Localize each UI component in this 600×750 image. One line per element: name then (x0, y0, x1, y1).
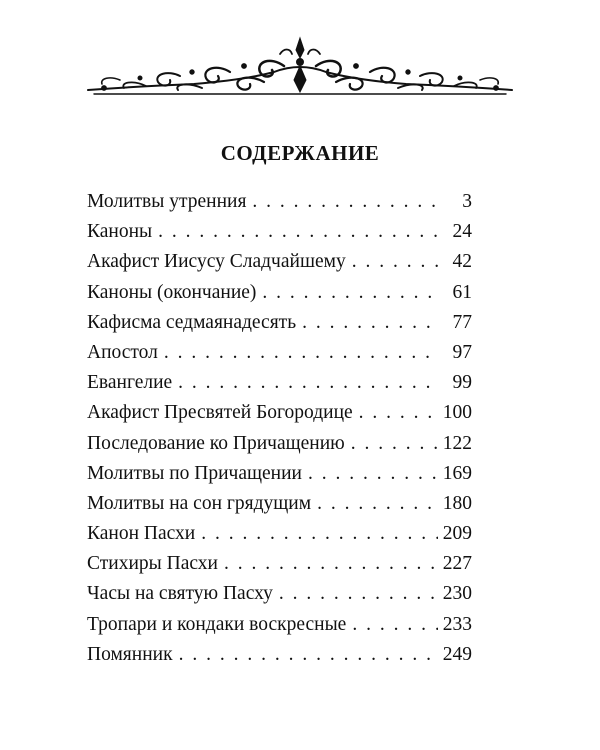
toc-leader-dots (346, 251, 438, 273)
toc-entry-page-number: 77 (452, 311, 472, 333)
toc-entry (87, 523, 472, 553)
toc-entry (87, 282, 472, 312)
toc-leader-dots (158, 342, 438, 364)
toc-entry (87, 402, 472, 432)
toc-leader-dots (152, 221, 438, 243)
toc-entry-title: Часы на святую Пасху (87, 583, 273, 605)
toc-entry-title: Акафист Иисусу Сладчайшему (87, 251, 346, 273)
toc-leader-dots (172, 372, 438, 394)
toc-entry-title: Каноны (окончание) (87, 281, 257, 303)
toc-entry-title: Помянник (87, 643, 173, 665)
decorative-ornament-icon (84, 36, 516, 102)
toc-entry (87, 553, 472, 583)
toc-entry-page-number: 209 (442, 523, 472, 545)
toc-entry-page-number: 249 (442, 643, 472, 665)
toc-leader-dots (246, 191, 438, 213)
toc-entry-title: Акафист Пресвятей Богородице (87, 402, 353, 424)
toc-entry (87, 433, 472, 463)
toc-entry (87, 583, 472, 613)
toc-leader-dots (346, 614, 438, 636)
toc-entry-title: Молитвы утренния (87, 191, 247, 212)
toc-leader-dots (296, 312, 438, 334)
toc-entry (87, 463, 472, 493)
table-of-contents (87, 191, 472, 674)
toc-entry-title: Кафисма седмаянадесять (87, 311, 297, 333)
toc-leader-dots (256, 282, 438, 304)
toc-entry (87, 191, 472, 221)
toc-entry-page-number: 97 (452, 341, 472, 363)
toc-entry (87, 221, 472, 251)
toc-entry-page-number: 100 (442, 402, 472, 424)
toc-entry-page-number: 99 (452, 372, 472, 394)
toc-entry-page-number: 227 (442, 553, 472, 575)
toc-leader-dots (302, 463, 438, 485)
toc-leader-dots (345, 433, 438, 455)
toc-entry-page-number: 122 (442, 432, 472, 454)
toc-entry-page-number: 169 (442, 462, 472, 484)
toc-entry-title: Евангелие (87, 372, 173, 394)
toc-leader-dots (311, 493, 438, 515)
toc-entry-page-number: 61 (452, 281, 472, 303)
toc-entry-title: Тропари и кондаки воскресные (87, 613, 347, 635)
page-title: СОДЕРЖАНИЕ (220, 141, 380, 165)
toc-entry-page-number: 230 (442, 583, 472, 605)
toc-entry-page-number: 42 (452, 251, 472, 273)
toc-entry (87, 251, 472, 281)
toc-entry (87, 312, 472, 342)
toc-entry-title: Стихиры Пасхи (87, 553, 218, 575)
toc-entry-title: Каноны (87, 221, 153, 243)
toc-leader-dots (173, 644, 438, 666)
toc-entry (87, 342, 472, 372)
toc-leader-dots (195, 523, 438, 545)
toc-entry-page-number: 180 (442, 492, 472, 514)
toc-entry-title: Канон Пасхи (87, 523, 196, 545)
toc-entry (87, 644, 472, 674)
toc-entry-page-number: 24 (452, 221, 472, 243)
toc-entry-page-number: 3 (462, 191, 472, 212)
toc-leader-dots (273, 583, 438, 605)
toc-entry (87, 614, 472, 644)
toc-entry-title: Последование ко Причащению (87, 432, 345, 454)
toc-entry-title: Апостол (87, 341, 158, 363)
toc-entry (87, 372, 472, 402)
toc-entry-title: Молитвы на сон грядущим (87, 492, 312, 514)
toc-entry (87, 493, 472, 523)
toc-entry-title: Молитвы по Причащении (87, 462, 302, 484)
toc-leader-dots (218, 553, 438, 575)
toc-entry-page-number: 233 (442, 613, 472, 635)
toc-leader-dots (353, 402, 438, 424)
